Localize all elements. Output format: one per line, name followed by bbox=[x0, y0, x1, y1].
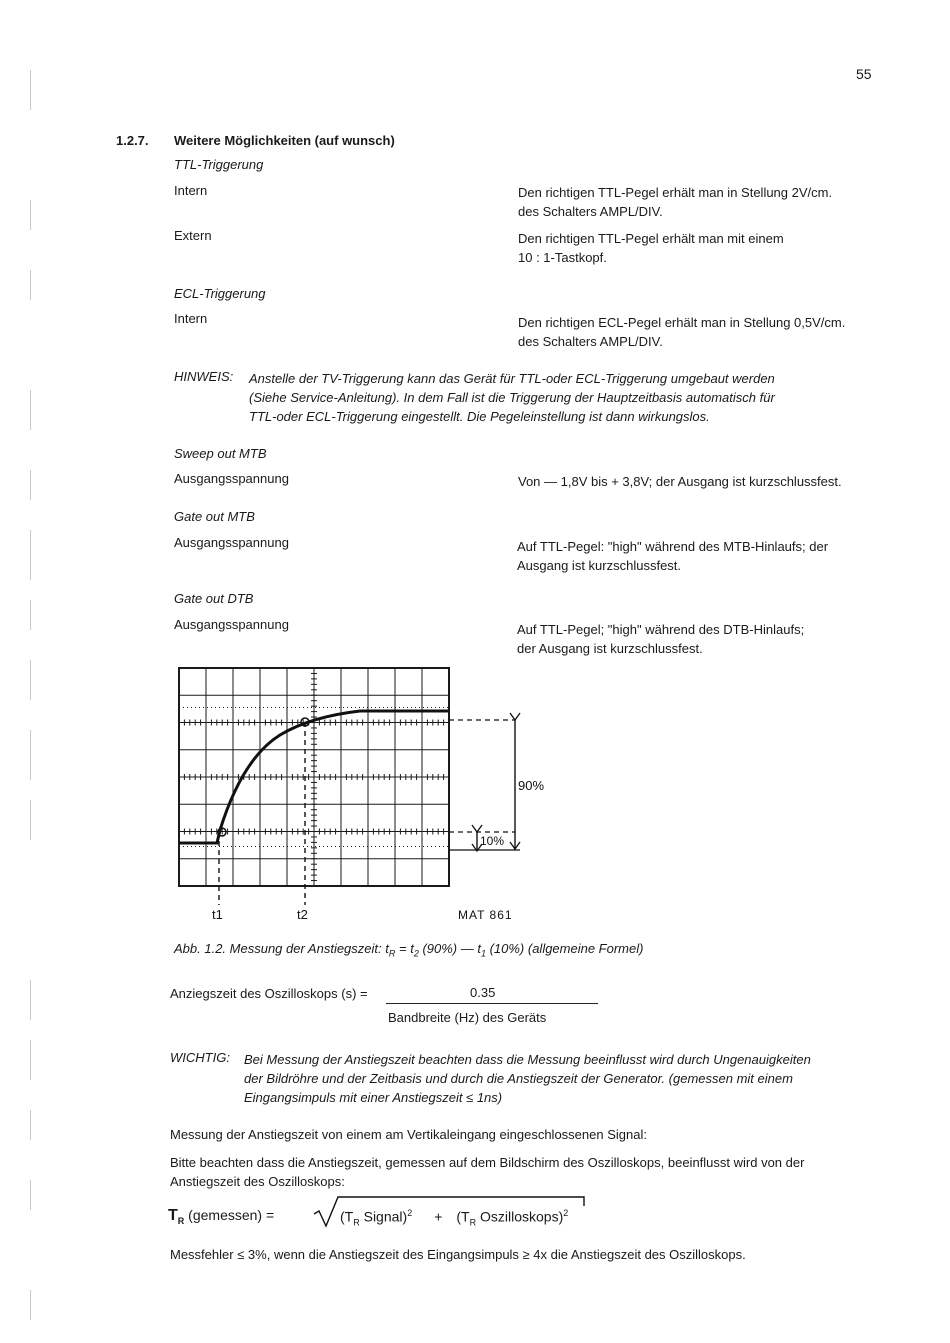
ttl-intern-label: Intern bbox=[174, 183, 208, 198]
scan-margin-mark bbox=[30, 530, 31, 580]
label-90-percent: 90% bbox=[518, 778, 545, 793]
sweep-out-label: Ausgangsspannung bbox=[174, 471, 289, 486]
section-title: Weitere Möglichkeiten (auf wunsch) bbox=[174, 133, 395, 148]
scan-margin-mark bbox=[30, 390, 31, 430]
page-number: 55 bbox=[856, 66, 872, 82]
scan-margin-mark bbox=[30, 270, 31, 300]
gate-out-mtb-heading: Gate out MTB bbox=[174, 509, 255, 524]
section-number: 1.2.7. bbox=[116, 133, 149, 148]
figure-caption: Abb. 1.2. Messung der Anstiegszeit: $t_R = t_2$ (90%) — $t_1$ (10%) (allgemeine Formel) bbox=[174, 941, 644, 959]
gate-out-dtb-label: Ausgangsspannung bbox=[174, 617, 289, 632]
label-t1: t1 bbox=[212, 907, 223, 922]
figure-code: MAT 861 bbox=[458, 908, 513, 922]
ttl-extern-text: Den richtigen TTL-Pegel erhält man mit einem 10 : 1-Tastkopf. bbox=[518, 231, 784, 265]
formula2-radicand: ($T_R$ Signal)$^2$ + ($T_R$ Oszilloskops)$^2$ bbox=[340, 1208, 569, 1228]
sweep-out-heading: Sweep out MTB bbox=[174, 446, 267, 461]
scan-margin-mark bbox=[30, 660, 31, 700]
formula1-numerator: 0.35 bbox=[470, 985, 496, 1000]
scan-margin-mark bbox=[30, 1110, 31, 1140]
arrow-head bbox=[510, 713, 520, 720]
label-10-percent: 10% bbox=[480, 834, 505, 848]
fraction-bar bbox=[386, 1003, 598, 1004]
wichtig-label: WICHTIG: bbox=[170, 1050, 230, 1065]
scan-margin-mark bbox=[30, 600, 31, 630]
hinweis-text: Anstelle der TV-Triggerung kann das Gerät für TTL-oder ECL-Triggerung umgebaut werden (Siehe Service-Anleitung). In dem Fall ist die Triggerung der Hauptzeitbasis automatisch für TTL-oder ECL-Triggerung eingestellt. Die Pegeleinstellung ist dann wirkungslos. bbox=[249, 371, 775, 424]
scan-margin-mark bbox=[30, 800, 31, 840]
gate-out-dtb-text: Auf TTL-Pegel; "high" während des DTB-Hinlaufs; der Ausgang ist kurzschlussfest. bbox=[517, 622, 805, 656]
gate-out-mtb-label: Ausgangsspannung bbox=[174, 535, 289, 550]
formula1-left: Anziegszeit des Oszilloskops (s) = bbox=[170, 986, 368, 1001]
rise-time-oscillogram bbox=[170, 660, 545, 922]
scan-margin-mark bbox=[30, 730, 31, 780]
paragraph-measurement: Messung der Anstiegszeit von einem am Vertikaleingang eingeschlossenen Signal: bbox=[170, 1127, 647, 1142]
paragraph-messfehler: Messfehler ≤ 3%, wenn die Anstiegszeit des Eingangsimpuls ≥ 4x die Anstiegszeit des Oszilloskops. bbox=[170, 1247, 746, 1262]
scan-margin-mark bbox=[30, 70, 31, 110]
ttl-extern-label: Extern bbox=[174, 228, 212, 243]
scan-margin-mark bbox=[30, 470, 31, 500]
gate-out-dtb-heading: Gate out DTB bbox=[174, 591, 254, 606]
scan-margin-mark bbox=[30, 1180, 31, 1210]
scan-margin-mark bbox=[30, 1040, 31, 1080]
hinweis-label: HINWEIS: bbox=[174, 369, 234, 384]
formula1-denominator: Bandbreite (Hz) des Geräts bbox=[388, 1010, 547, 1025]
ecl-intern-label: Intern bbox=[174, 311, 208, 326]
arrow-head bbox=[472, 825, 482, 832]
paragraph-note: Bitte beachten dass die Anstiegszeit, gemessen auf dem Bildschirm des Oszilloskops, beeinflusst wird von der Anstiegszeit des Oszilloskops: bbox=[170, 1155, 805, 1189]
ecl-heading: ECL-Triggerung bbox=[174, 286, 266, 301]
scan-margin-mark bbox=[30, 200, 31, 230]
formula2-lhs: $T_R$ (gemessen) = bbox=[168, 1207, 275, 1226]
wichtig-text: Bei Messung der Anstiegszeit beachten dass die Messung beeinflusst wird durch Ungenauigkeiten der Bildröhre und der Zeitbasis und durch die Anstiegszeit der Generator. (gemessen mit einem Eingangsimpuls mit einer Anstiegszeit ≤ 1ns) bbox=[244, 1052, 811, 1105]
label-t2: t2 bbox=[297, 907, 308, 922]
ttl-intern-text: Den richtigen TTL-Pegel erhält man in Stellung 2V/cm. des Schalters AMPL/DIV. bbox=[518, 185, 833, 219]
gate-out-mtb-text: Auf TTL-Pegel: "high" während des MTB-Hinlaufs; der Ausgang ist kurzschlussfest. bbox=[517, 539, 829, 573]
sweep-out-text: Von — 1,8V bis + 3,8V; der Ausgang ist kurzschlussfest. bbox=[518, 474, 842, 489]
ecl-intern-text: Den richtigen ECL-Pegel erhält man in Stellung 0,5V/cm. des Schalters AMPL/DIV. bbox=[518, 315, 846, 349]
scan-margin-mark bbox=[30, 980, 31, 1020]
scan-margin-mark bbox=[30, 1290, 31, 1320]
ttl-heading: TTL-Triggerung bbox=[174, 157, 264, 172]
